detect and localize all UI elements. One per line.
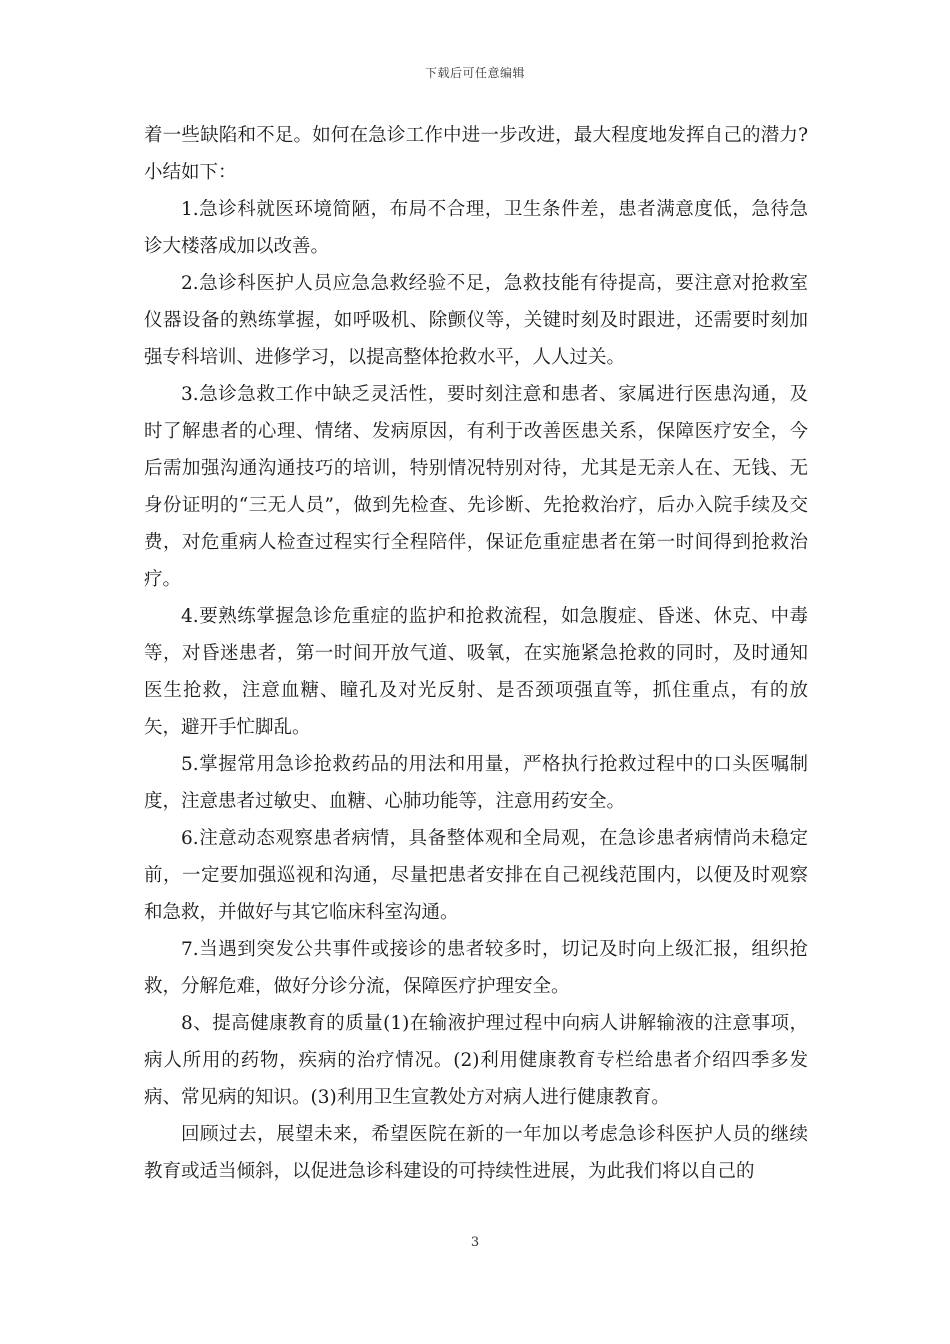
paragraph-item-7: 7.当遇到突发公共事件或接诊的患者较多时，切记及时向上级汇报，组织抢救，分解危难，做好分诊分流，保障医疗护理安全。 <box>144 939 808 997</box>
paragraph-item-1: 1.急诊科就医环境简陋，布局不合理，卫生条件差，患者满意度低，急待急诊大楼落成加以改善。 <box>144 199 808 257</box>
paragraph-intro: 着一些缺陷和不足。如何在急诊工作中进一步改进，最大程度地发挥自己的潜力?小结如下： <box>144 125 808 183</box>
paragraph-item-4: 4.要熟练掌握急诊危重症的监护和抢救流程，如急腹症、昏迷、休克、中毒等，对昏迷患者，第一时间开放气道、吸氧，在实施紧急抢救的同时，及时通知医生抢救，注意血糖、瞳孔及对光反射、是否颈项强直等，抓住重点，有的放矢，避开手忙脚乱。 <box>144 606 808 738</box>
paragraph-item-3: 3.急诊急救工作中缺乏灵活性，要时刻注意和患者、家属进行医患沟通，及时了解患者的心理、情绪、发病原因，有利于改善医患关系，保障医疗安全，今后需加强沟通沟通技巧的培训，特别情况特别对待，尤其是无亲人在、无钱、无身份证明的“三无人员”，做到先检查、先诊断、先抢救治疗，后办入院手续及交费，对危重病人检查过程实行全程陪伴，保证危重症患者在第一时间得到抢救治疗。 <box>144 384 808 590</box>
paragraph-item-6: 6.注意动态观察患者病情，具备整体观和全局观，在急诊患者病情尚未稳定前，一定要加强巡视和沟通，尽量把患者安排在自己视线范围内，以便及时观察和急救，并做好与其它临床科室沟通。 <box>144 828 808 923</box>
paragraph-item-8: 8、提高健康教育的质量(1)在输液护理过程中向病人讲解输液的注意事项，病人所用的药物，疾病的治疗情况。(2)利用健康教育专栏给患者介绍四季多发病、常见病的知识。(3)利用卫生宣教处方对病人进行健康教育。 <box>144 1013 808 1108</box>
page-number: 3 <box>470 1235 480 1250</box>
paragraph-conclusion: 回顾过去，展望未来，希望医院在新的一年加以考虑急诊科医护人员的继续教育或适当倾斜，以促进急诊科建设的可持续性进展，为此我们将以自己的 <box>144 1124 808 1182</box>
paragraph-item-5: 5.掌握常用急诊抢救药品的用法和用量，严格执行抢救过程中的口头医嘱制度，注意患者过敏史、血糖、心肺功能等，注意用药安全。 <box>144 754 808 812</box>
document-body <box>144 117 808 1190</box>
paragraph-item-2: 2.急诊科医护人员应急急救经验不足，急救技能有待提高，要注意对抢救室仪器设备的熟练掌握，如呼吸机、除颤仪等，关键时刻及时跟进，还需要时刻加强专科培训、进修学习，以提高整体抢救水平，人人过关。 <box>144 273 808 368</box>
page-header: 下载后可任意编辑 <box>424 66 525 80</box>
